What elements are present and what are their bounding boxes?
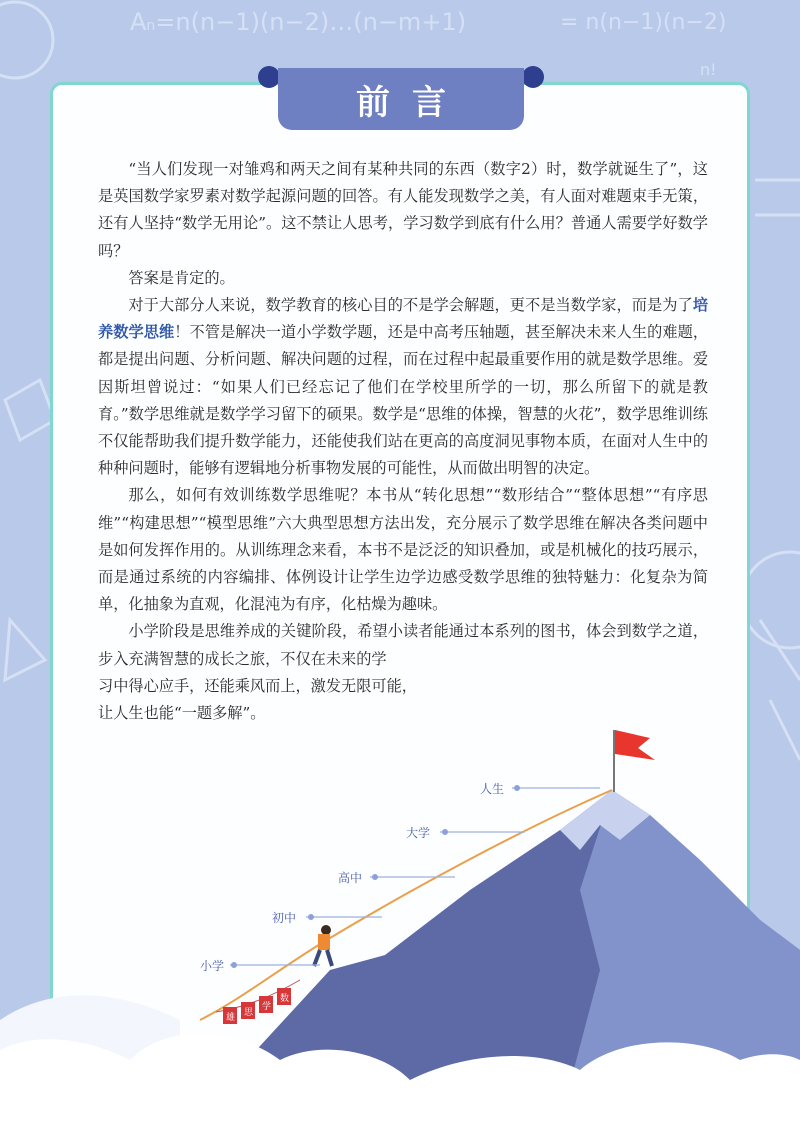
- climber-head: [321, 925, 331, 935]
- page-title: 前言: [356, 82, 468, 123]
- flag-3-char: 学: [262, 1002, 272, 1012]
- summit-flag-icon: [615, 730, 655, 760]
- title-tab: [278, 68, 524, 130]
- stage-dot-chuzhong: [308, 914, 314, 920]
- bg-cube-left: [5, 380, 55, 440]
- paragraph-3-end: ！不管是解决一道小学数学题，还是中高考压轴题，甚至解决未来人生的难题，都是提出问题、分析问题、解决问题的过程，而在过程中起最重要作用的就是数学思维。爱因斯坦曾说过：“如果人们已经忘记了他们在学校里所学的一切，那么所留下的就是教育。”数学思维就是数学学习留下的硕果。数学是“思维的体操，智慧的火花”，数学思维训练不仅能帮助我们提升数学能力，还能使我们站在更高的高度洞见事物本质，在面对人生中的种种问题时，能够有逻辑地分析事物发展的可能性，从而做出明智的决定。: [98, 323, 709, 478]
- highlight-math-thinking: 培养数学思维: [98, 296, 708, 342]
- paragraph-2: 答案是肯定的。: [128, 268, 235, 287]
- paragraph-5-a: 小学阶段是思维养成的关键阶段，希望小读者能通过本系列的图书，体会到数学之道，步入充满智慧的成长之旅，不仅在未来的学: [98, 622, 708, 668]
- bg-fraction-right: [755, 180, 800, 215]
- stage-dot-rensheng: [514, 785, 520, 791]
- tab-ring-right: [522, 66, 544, 88]
- bg-circle-right: [742, 552, 800, 648]
- stage-dot-gaozhong: [372, 874, 378, 880]
- paragraph-5: [98, 618, 708, 672]
- stage-dot-daxue: [442, 829, 448, 835]
- stage-label-rensheng: 人生: [480, 782, 505, 796]
- bg-triangle-left: [5, 620, 45, 680]
- flag-2-char: 思: [244, 1008, 254, 1018]
- climber-legs: [314, 950, 332, 966]
- bg-circle-left: [0, 2, 53, 78]
- paragraph-1: “当人们发现一对雏鸡和两天之间有某种共同的东西（数字2）时，数学就诞生了”，这是英国数学家罗素对数学起源问题的回答。有人能发现数学之美，有人面对难题束手无策，还有人坚持“数学无用论”。这不禁让人思考，学习数学到底有什么用？普通人需要学好数学吗？: [98, 160, 708, 260]
- bg-formula-a: A: [130, 8, 147, 36]
- paragraph-3-start: 对于大部分人来说，数学教育的核心目的不是学会解题，更不是当数学家，而是为了: [128, 296, 693, 315]
- stage-label-chuzhong: 初中: [272, 911, 297, 925]
- preface-text: [98, 156, 708, 727]
- stage-label-daxue: 大学: [406, 826, 431, 840]
- tab-ring-left: [258, 66, 280, 88]
- bg-formula-3-body: n!: [700, 60, 717, 79]
- climber-body: [318, 934, 330, 950]
- paragraph-3: [98, 292, 708, 482]
- bg-formula-n: n: [146, 18, 156, 34]
- bg-formula-2-body: = n(n−1)(n−2): [560, 10, 727, 35]
- mountain-illustration: [0, 720, 800, 1122]
- stage-label-gaozhong: 高中: [338, 871, 363, 885]
- paragraph-5-c: 让人生也能“一题多解”。: [98, 704, 266, 723]
- paragraph-5-b: 习中得心应手，还能乘风而上，激发无限可能，: [98, 676, 417, 695]
- stage-dot-xiaoxue: [231, 962, 237, 968]
- bg-formula-body: =n(n−1)(n−2)…(n−m+1): [155, 8, 467, 36]
- flag-4-char: 数: [280, 994, 290, 1004]
- paragraph-4: 那么，如何有效训练数学思维呢？本书从“转化思想”“数形结合”“整体思想”“有序思维”“构建思想”“模型思维”六大典型思想方法出发，充分展示了数学思维在解决各类问题中是如何发挥作用的。从训练理念来看，本书不是泛泛的知识叠加，或是机械化的技巧展示，而是通过系统的内容编排、体例设计让学生边学边感受数学思维的独特魅力：化复杂为简单，化抽象为直观，化混沌为有序，化枯燥为趣味。: [98, 486, 708, 614]
- stage-label-xiaoxue: 小学: [200, 959, 225, 973]
- flag-1-char: 雄: [226, 1013, 236, 1023]
